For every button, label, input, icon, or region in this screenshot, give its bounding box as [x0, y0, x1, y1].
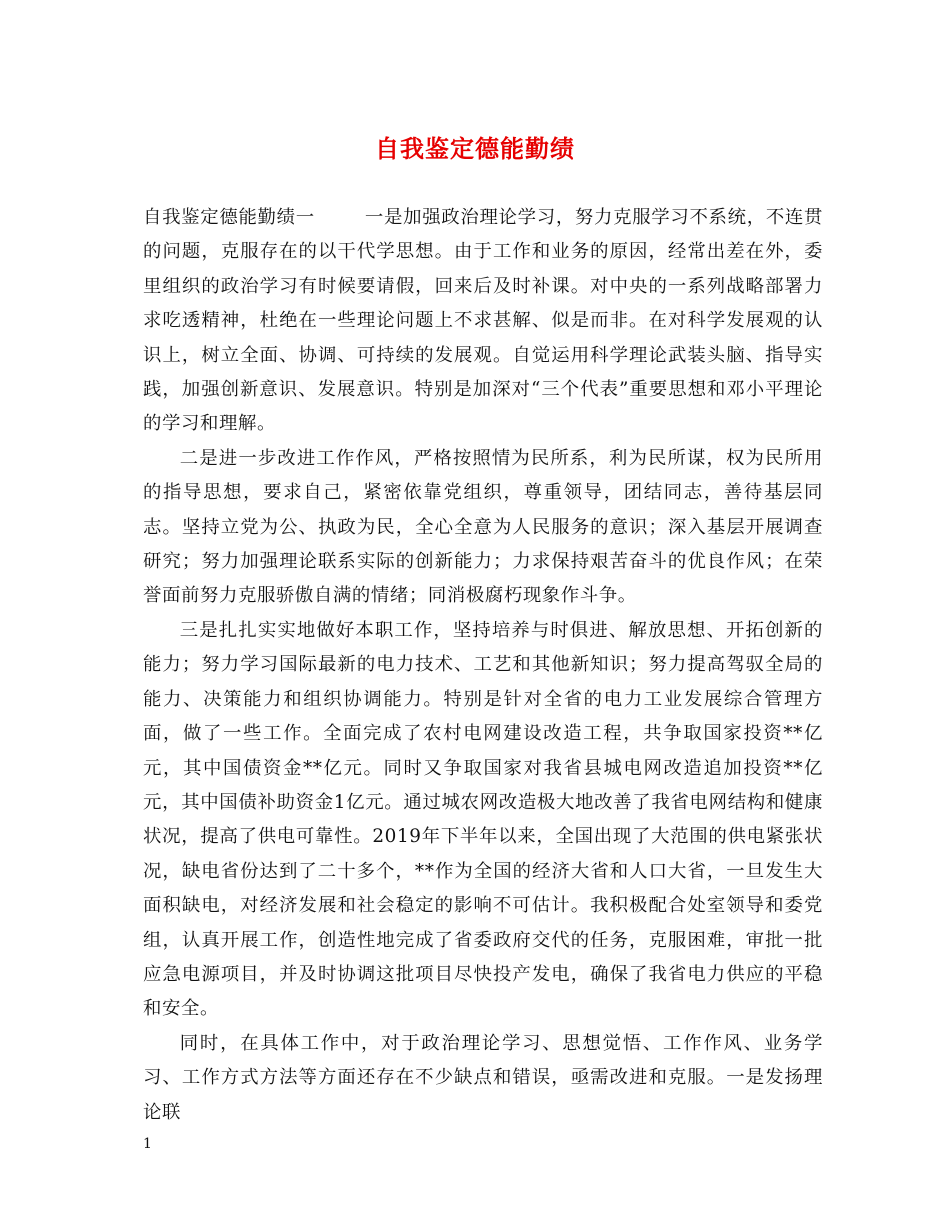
paragraph-1 [143, 201, 823, 442]
paragraph-1-lead: 自我鉴定德能勤绩一 [143, 207, 315, 228]
paragraph-2: 二是进一步改进工作作风，严格按照情为民所系，利为民所谋，权为民所用的指导思想，要求自己，紧密依靠党组织，尊重领导，团结同志，善待基层同志。坚持立党为公、执政为民，全心全意为人民服务的意识；深入基层开展调查研究；努力加强理论联系实际的创新能力；力求保持艰苦奋斗的优良作风；在荣誉面前努力克服骄傲自满的情绪；同消极腐朽现象作斗争。 [143, 447, 823, 607]
paragraph-1-text: 一是加强政治理论学习，努力克服学习不系统，不连贯的问题，克服存在的以干代学思想。由于工作和业务的原因，经常出差在外，委里组织的政治学习有时候要请假，回来后及时补课。对中央的一系列战略部署力求吃透精神，杜绝在一些理论问题上不求甚解、似是而非。在对科学发展观的认识上，树立全面、协调、可持续的发展观。自觉运用科学理论武装头脑、指导实践，加强创新意识、发展意识。特别是加深对“三个代表”重要思想和邓小平理论的学习和理解。 [143, 207, 824, 435]
document-body [143, 201, 823, 1130]
paragraph-4: 同时，在具体工作中，对于政治理论学习、思想觉悟、工作作风、业务学习、工作方式方法等方面还存在不少缺点和错误，亟需改进和克服。一是发扬理论联 [143, 1032, 823, 1123]
page-number: 1 [143, 1136, 152, 1152]
document-title: 自我鉴定德能勤绩 [375, 135, 575, 163]
paragraph-3: 三是扎扎实实地做好本职工作，坚持培养与时俱进、解放思想、开拓创新的能力；努力学习国际最新的电力技术、工艺和其他新知识；努力提高驾驭全局的能力、决策能力和组织协调能力。特别是针对全省的电力工业发展综合管理方面，做了一些工作。全面完成了农村电网建设改造工程，共争取国家投资**亿元，其中国债资金**亿元。同时又争取国家对我省县城电网改造追加投资**亿元，其中国债补助资金1亿元。通过城农网改造极大地改善了我省电网结构和健康状况，提高了供电可靠性。2019年下半年以来，全国出现了大范围的供电紧张状况，缺电省份达到了二十多个，**作为全国的经济大省和人口大省，一旦发生大面积缺电，对经济发展和社会稳定的影响不可估计。我积极配合处室领导和委党组，认真开展工作，创造性地完成了省委政府交代的任务，克服困难，审批一批应急电源项目，并及时协调这批项目尽快投产发电，确保了我省电力供应的平稳和安全。 [143, 619, 823, 1020]
